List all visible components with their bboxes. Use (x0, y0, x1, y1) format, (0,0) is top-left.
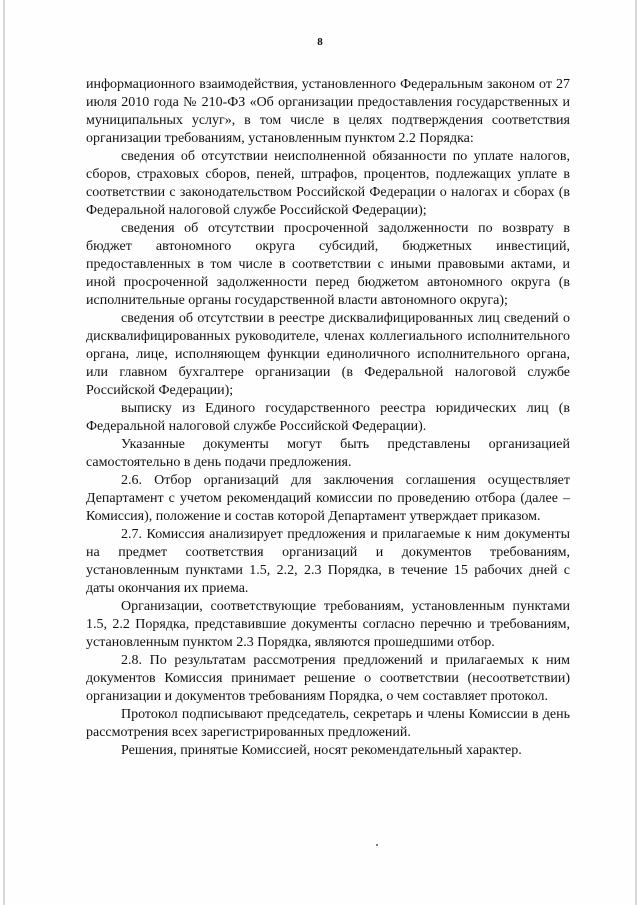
paragraph-overdue-debt-info: сведения об отсутствии просроченной задолженности по возврату в бюджет автономного округа субсидий, бюджетных инвестиций, предоставленных в том числе в соответствии с иными правовыми актами, и иной просроченной задолженности перед бюджетом автономного округа (в исполнительные органы государственной власти автономного округа); (86, 221, 570, 308)
paragraph-egrul-extract: выписку из Единого государственного реестра юридических лиц (в Федеральной налоговой службе Российской Федерации). (86, 401, 570, 434)
paragraph-passed-selection: Организации, соответствующие требованиям, установленным пунктами 1.5, 2.2 Порядка, представившие документы согласно перечню и требованиям, установленным пунктом 2.3 Порядка, являются прошедшими отбор. (86, 599, 570, 650)
paragraph-disqualified-registry-info: сведения об отсутствии в реестре дисквалифицированных лиц сведений о дисквалифицированных руководителе, членах коллегиального исполнительного органа, лице, исполняющем функции единоличного исполнительного органа, или главном бухгалтере организации (в Федеральной налоговой службе Российской Федерации); (86, 311, 570, 398)
paragraph-documents-self-submission: Указанные документы могут быть представлены организацией самостоятельно в день подачи предложения. (86, 437, 570, 470)
scan-edge-left (3, 0, 5, 905)
paragraph-2-6: 2.6. Отбор организаций для заключения соглашения осуществляет Департамент с учетом рекомендаций комиссии по проведению отбора (далее – Комиссия), положение и состав которой Департамент утверждает приказом. (86, 473, 570, 524)
paragraph-continuation: информационного взаимодействия, установленного Федеральным законом от 27 июля 2010 года № 210-ФЗ «Об организации предоставления государственных и муниципальных услуг», в том числе в целях подтверждения соответствия организации требованиям, установленным пунктом 2.2 Порядка: (86, 77, 570, 146)
scan-speck (376, 844, 378, 846)
paragraph-2-8: 2.8. По результатам рассмотрения предложений и прилагаемых к ним документов Комиссия принимает решение о соответствии (несоответствии) организации и документов требованиям Порядка, о чем составляет протокол. (86, 653, 570, 704)
paragraph-2-7: 2.7. Комиссия анализирует предложения и прилагаемые к ним документы на предмет соответствия организаций и документов требованиям, установленным пунктами 1.5, 2.2, 2.3 Порядка, в течение 15 рабочих дней с даты окончания их приема. (86, 527, 570, 596)
paragraph-protocol-signing: Протокол подписывают председатель, секретарь и члены Комиссии в день рассмотрения всех зарегистрированных предложений. (86, 707, 570, 740)
document-body (86, 76, 570, 760)
paragraph-tax-debt-info: сведения об отсутствии неисполненной обязанности по уплате налогов, сборов, страховых сборов, пеней, штрафов, процентов, подлежащих уплате в соответствии с законодательством Российской Федерации о налогах и сборах (в Федеральной налоговой службе Российской Федерации); (86, 149, 570, 218)
scan-edge-right (635, 0, 637, 905)
paragraph-decisions-advisory: Решения, принятые Комиссией, носят рекомендательный характер. (121, 743, 522, 758)
page-number: 8 (317, 36, 323, 48)
